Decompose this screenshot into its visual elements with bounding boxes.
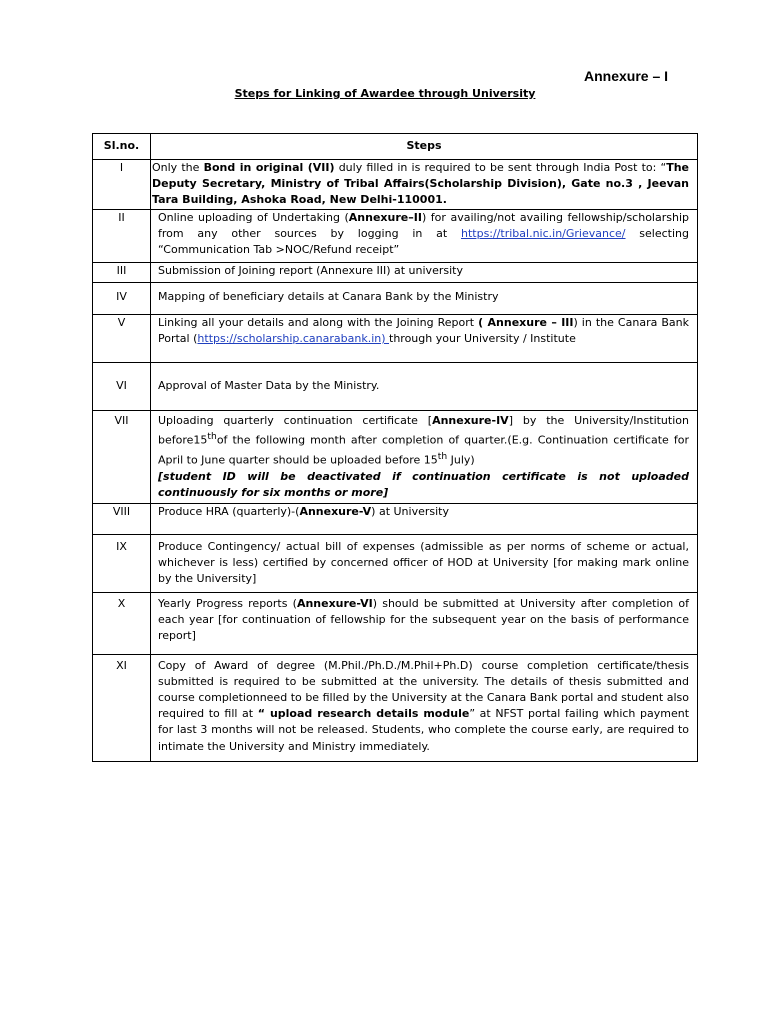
table-row [93, 654, 698, 761]
grievance-link[interactable]: https://tribal.nic.in/Grievance/ [460, 226, 626, 240]
step-text: Linking all your details and along with the Joining Report ( Annexure – III) in the Canara Bank Portal (https://scholarship.canarabank.in) through your University / Institute [151, 314, 698, 362]
canara-portal-link[interactable]: https://scholarship.canarabank.in) [197, 331, 390, 345]
document-title: Steps for Linking of Awardee through University [234, 87, 536, 100]
header-steps: Steps [151, 134, 698, 160]
step-text: Mapping of beneficiary details at Canara Bank by the Ministry [151, 282, 698, 314]
table-row [93, 160, 698, 210]
table-row [93, 282, 698, 314]
row-number: V [93, 314, 151, 362]
row-number: XI [93, 654, 151, 761]
step-text: Submission of Joining report (Annexure III) at university [151, 262, 698, 282]
steps-table [92, 133, 698, 762]
step-text: Copy of Award of degree (M.Phil./Ph.D./M.Phil+Ph.D) course completion certificate/thesis submitted is required to be submitted at the university. The details of thesis submitted and course completionneed to be filled by the University at the Canara Bank portal and student also required to fill at “ upload research details module” at NFST portal failing which payment for last 3 months will not be released. Students, who complete the course early, are required to intimate the University and Ministry immediately. [151, 654, 698, 761]
step-text: Uploading quarterly continuation certificate [Annexure-IV] by the University/Institution before15thof the following month after completion of quarter.(E.g. Continuation certificate for April to June quarter should be uploaded before 15th July) [student ID will be deactivated if continuation certificate is not uploaded continuously for six months or more] [151, 410, 698, 503]
table-row [93, 262, 698, 282]
deactivation-warning: [student ID will be deactivated if continuation certificate is not uploaded continuously for six months or more] [158, 469, 689, 499]
row-number: VI [93, 362, 151, 410]
row-number: III [93, 262, 151, 282]
row-number: X [93, 592, 151, 654]
row-number: II [93, 209, 151, 262]
annexure-heading: Annexure – I [584, 68, 669, 84]
row-number: VII [93, 410, 151, 503]
row-number: VIII [93, 503, 151, 534]
table-row [93, 503, 698, 534]
table-row [93, 314, 698, 362]
table-row [93, 534, 698, 592]
step-text: Produce HRA (quarterly)-(Annexure-V) at University [151, 503, 698, 534]
table-header-row [93, 134, 698, 160]
step-text: Only the Bond in original (VII) duly filled in is required to be sent through India Post to: “The Deputy Secretary, Ministry of Tribal Affairs(Scholarship Division), Gate no.3 , Jeevan Tara Building, Ashoka Road, New Delhi-110001. [151, 160, 698, 210]
header-slno: Sl.no. [93, 134, 151, 160]
step-text: Yearly Progress reports (Annexure-VI) should be submitted at University after completion of each year [for continuation of fellowship for the subsequent year on the basis of performance report] [151, 592, 698, 654]
row-number: I [93, 160, 151, 210]
table-row [93, 410, 698, 503]
table-row [93, 592, 698, 654]
step-text: Online uploading of Undertaking (Annexure–II) for availing/not availing fellowship/scholarship from any other sources by logging in at https://tribal.nic.in/Grievance/ selecting “Communication Tab >NOC/Refund receipt” [151, 209, 698, 262]
step-text: Produce Contingency/ actual bill of expenses (admissible as per norms of scheme or actual, whichever is less) certified by concerned officer of HOD at University [for making mark online by the University] [151, 534, 698, 592]
row-number: IV [93, 282, 151, 314]
step-text: Approval of Master Data by the Ministry. [151, 362, 698, 410]
row-number: IX [93, 534, 151, 592]
table-row [93, 362, 698, 410]
table-row [93, 209, 698, 262]
